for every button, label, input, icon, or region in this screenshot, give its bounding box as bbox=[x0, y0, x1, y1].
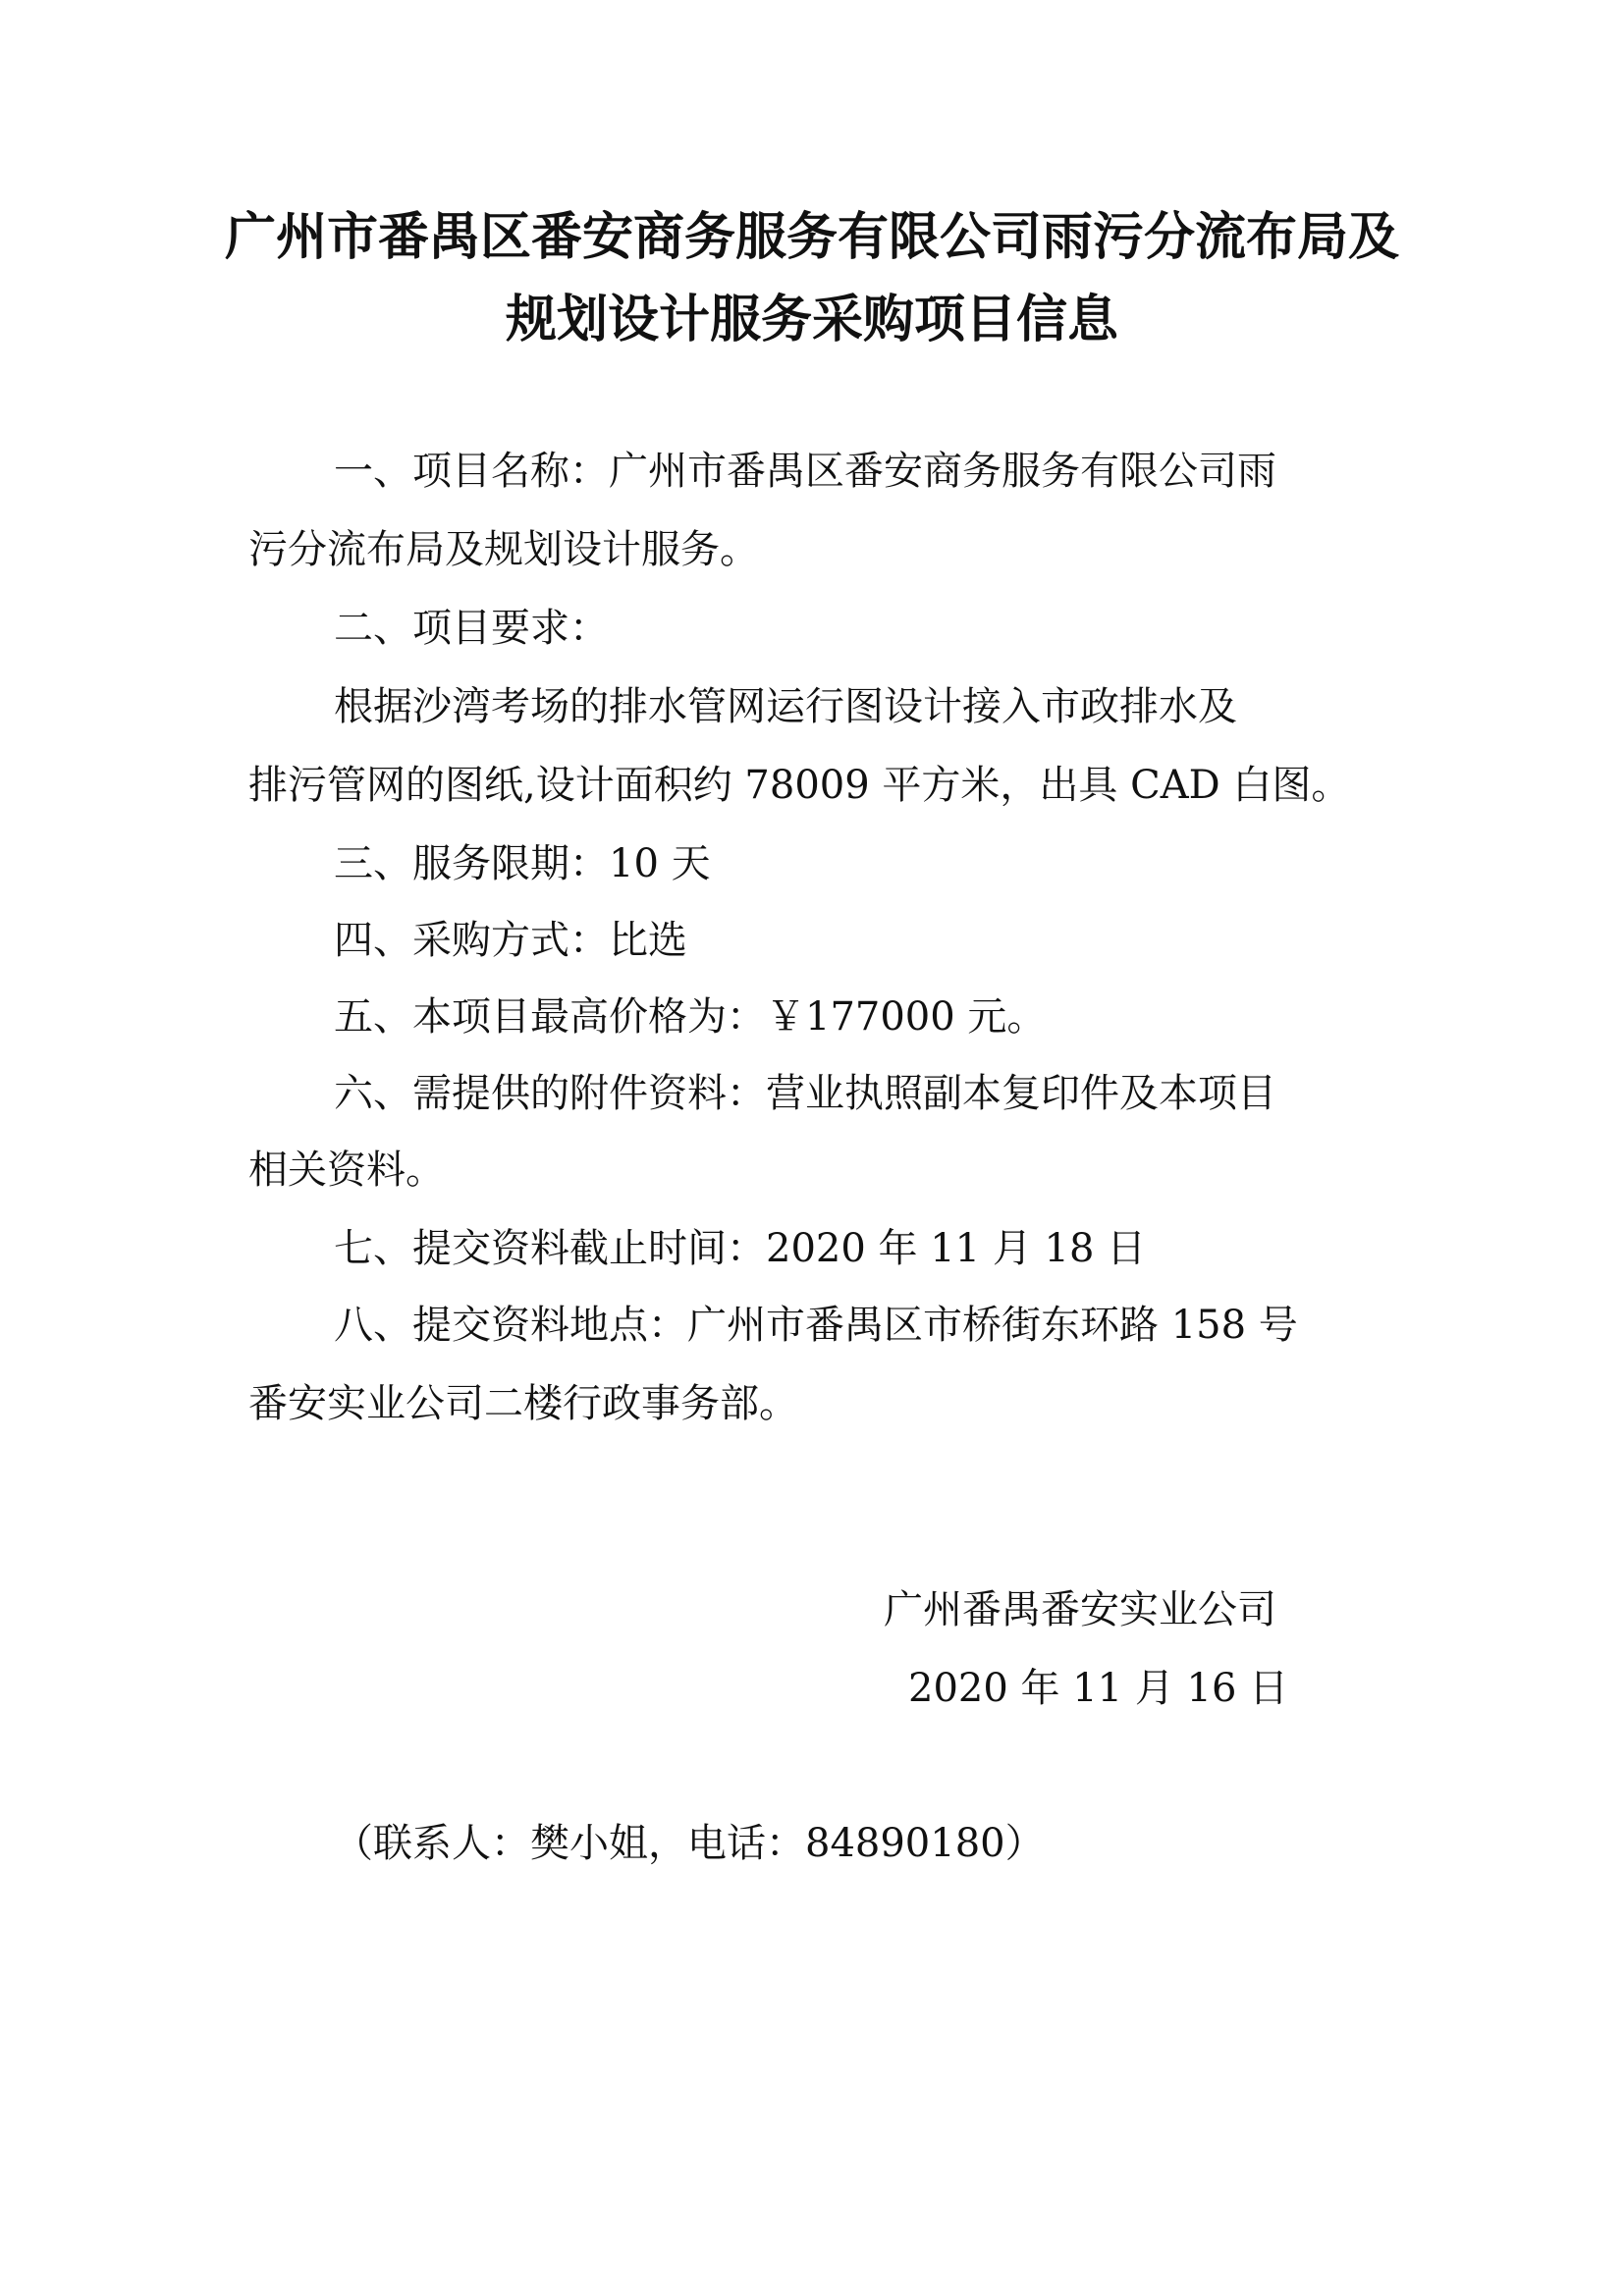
document-title-line-2: 规划设计服务采购项目信息 bbox=[505, 290, 1118, 349]
item-7-line-1: 七、提交资料截止时间：2020 年 11 月 18 日 bbox=[334, 1226, 1147, 1271]
item-3-line-1: 三、服务限期：10 天 bbox=[334, 841, 711, 886]
item-8-line-1: 八、提交资料地点：广州市番禺区市桥街东环路 158 号 bbox=[334, 1303, 1298, 1348]
item-2-line-1: 二、项目要求： bbox=[334, 606, 609, 651]
item-6-line-2: 相关资料。 bbox=[248, 1148, 445, 1193]
item-2-body-line-2: 排污管网的图纸,设计面积约 78009 平方米，出具 CAD 白图。 bbox=[248, 763, 1351, 808]
item-6-line-1: 六、需提供的附件资料：营业执照副本复印件及本项目 bbox=[334, 1071, 1276, 1116]
contact-info: （联系人：樊小姐，电话：84890180） bbox=[334, 1821, 1045, 1866]
document-title-line-1: 广州市番禺区番安商务服务有限公司雨污分流布局及 bbox=[224, 207, 1399, 267]
item-5-line-1: 五、本项目最高价格为：￥177000 元。 bbox=[334, 994, 1047, 1040]
item-8-line-2: 番安实业公司二楼行政事务部。 bbox=[248, 1381, 798, 1426]
item-1-line-1: 一、项目名称：广州市番禺区番安商务服务有限公司雨 bbox=[334, 449, 1276, 494]
item-1-line-2: 污分流布局及规划设计服务。 bbox=[248, 527, 759, 572]
item-2-body-line-1: 根据沙湾考场的排水管网运行图设计接入市政排水及 bbox=[334, 684, 1237, 729]
item-4-line-1: 四、采购方式：比选 bbox=[334, 918, 687, 963]
signature-company: 广州番禺番安实业公司 bbox=[884, 1587, 1276, 1632]
signature-date: 2020 年 11 月 16 日 bbox=[908, 1666, 1289, 1711]
